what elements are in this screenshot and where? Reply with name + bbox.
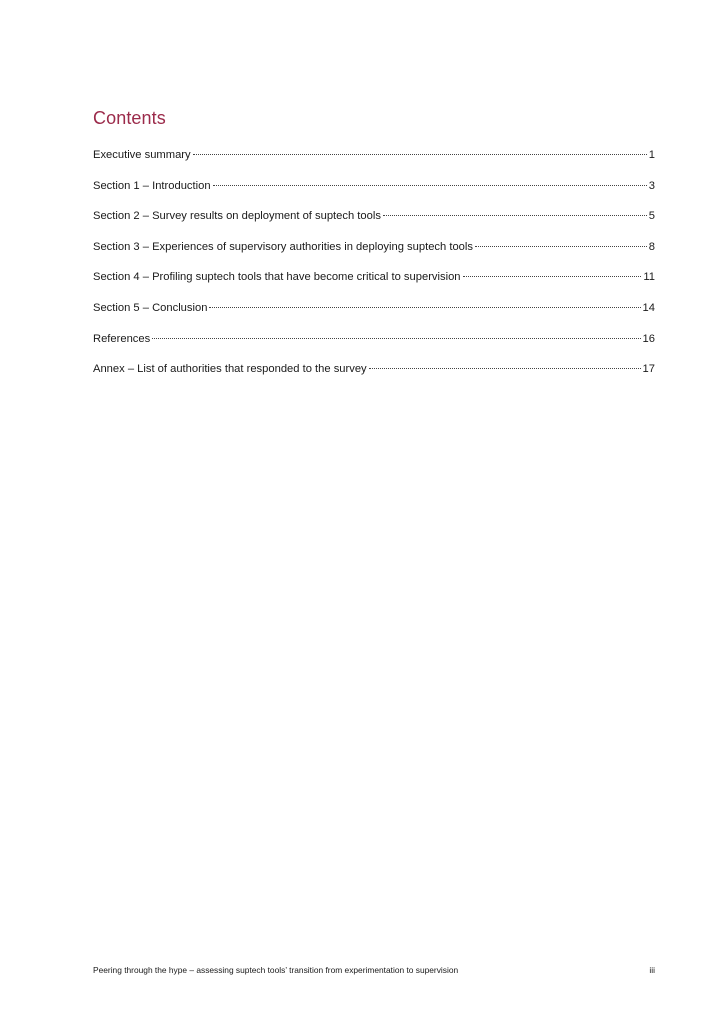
toc-entry-page: 8 [648, 240, 655, 253]
contents-heading: Contents [93, 108, 166, 128]
toc-dot-leader [152, 338, 640, 339]
toc-entry-title: Executive summary [93, 149, 191, 161]
toc-dot-leader [369, 368, 641, 369]
toc-entry-section-1[interactable] [93, 178, 655, 209]
toc-entry-executive-summary[interactable] [93, 147, 655, 178]
page-footer [93, 965, 655, 975]
toc-entry-page: 16 [642, 332, 655, 345]
toc-entry-section-2[interactable] [93, 208, 655, 239]
toc-entry-page: 14 [642, 301, 655, 314]
toc-entry-title: References [93, 332, 151, 345]
toc-dot-leader [213, 185, 647, 186]
toc-entry-title: Section 2 – Survey results on deployment of suptech tools [93, 210, 381, 223]
toc-entry-page: 11 [643, 271, 655, 284]
toc-entry-section-5[interactable] [93, 300, 655, 331]
toc-entry-page: 3 [648, 179, 655, 192]
footer-page-number: iii [649, 965, 655, 975]
footer-document-title: Peering through the hype – assessing suptech tools’ transition from experimentation to supervision [93, 965, 459, 975]
toc-entry-page: 1 [648, 149, 655, 161]
toc-entry-page: 17 [642, 363, 655, 376]
toc-entry-page: 5 [648, 210, 655, 223]
toc-dot-leader [209, 307, 640, 308]
toc-entry-title: Section 1 – Introduction [93, 179, 211, 192]
toc-dot-leader [475, 246, 647, 247]
toc-dot-leader [463, 276, 642, 277]
toc-entry-annex[interactable] [93, 361, 655, 392]
toc-dot-leader [193, 154, 647, 155]
toc-entry-section-3[interactable] [93, 239, 655, 270]
toc-entry-title: Annex – List of authorities that responded to the survey [93, 363, 367, 376]
table-of-contents [93, 147, 655, 392]
toc-dot-leader [383, 215, 647, 216]
toc-entry-title: Section 3 – Experiences of supervisory authorities in deploying suptech tools [93, 240, 473, 253]
toc-entry-references[interactable] [93, 331, 655, 362]
toc-entry-section-4[interactable] [93, 269, 655, 300]
toc-entry-title: Section 4 – Profiling suptech tools that have become critical to supervision [93, 271, 461, 284]
toc-entry-title: Section 5 – Conclusion [93, 301, 208, 314]
